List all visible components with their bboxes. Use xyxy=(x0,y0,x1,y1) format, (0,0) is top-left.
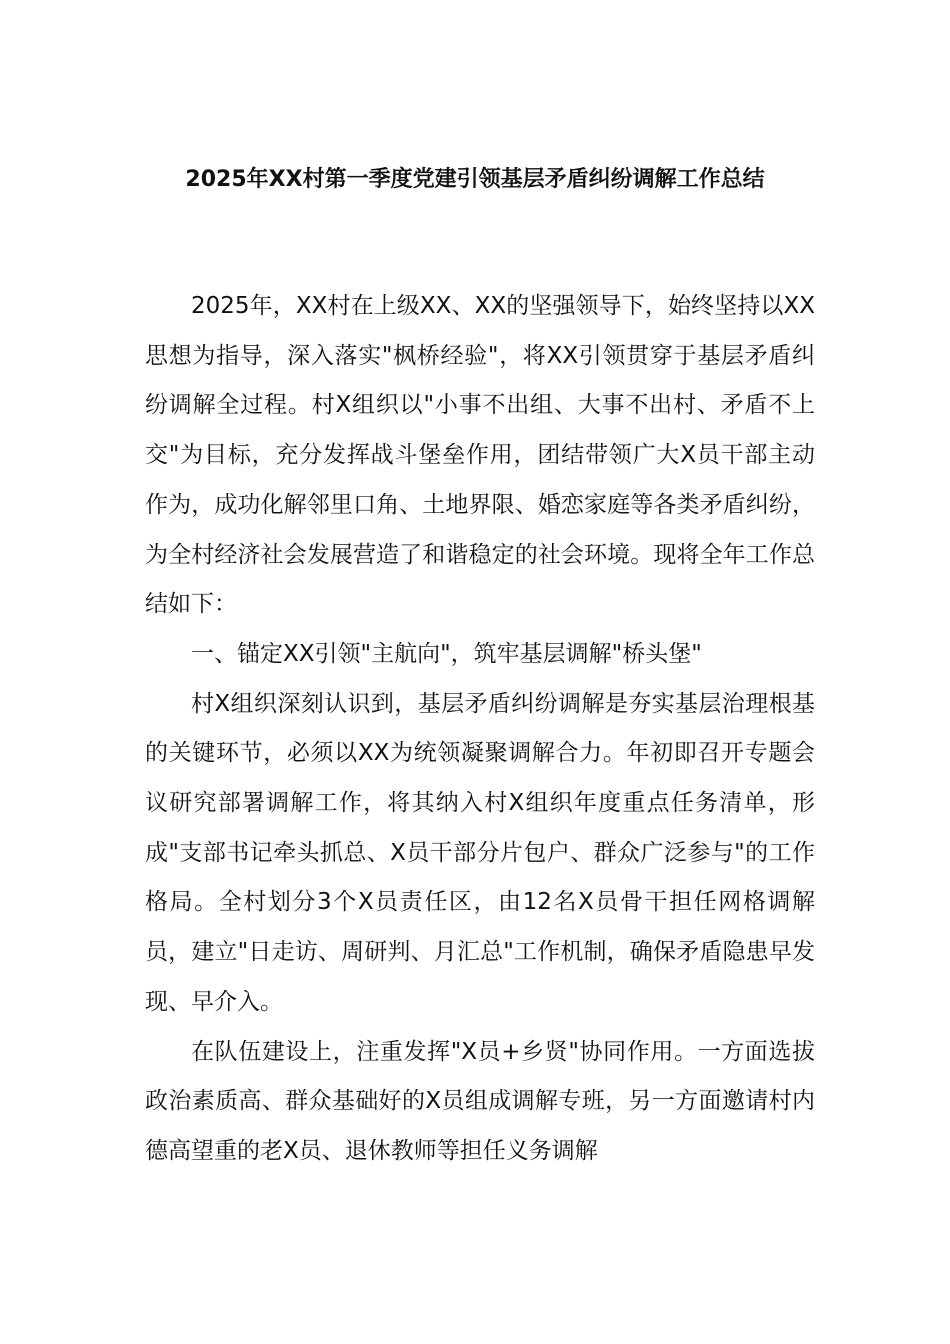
document-title: 2025年XX村第一季度党建引领基层矛盾纠纷调解工作总结 xyxy=(185,167,765,192)
section-heading-1: 一、锚定XX引领"主航向"，筑牢基层调解"桥头堡" xyxy=(191,640,702,667)
paragraph-team-building: 在队伍建设上，注重发挥"X员+乡贤"协同作用。一方面选拔政治素质高、群众基础好的X员组成调解专班，另一方面邀请村内德高望重的老X员、退休教师等担任义务调解 xyxy=(145,1038,815,1164)
paragraph-intro: 2025年，XX村在上级XX、XX的坚强领导下，始终坚持以XX思想为指导，深入落实"枫桥经验"，将XX引领贯穿于基层矛盾纠纷调解全过程。村X组织以"小事不出组、大事不出村、矛盾不上交"为目标，充分发挥战斗堡垒作用，团结带领广大X员干部主动作为，成功化解邻里口角、土地界限、婚恋家庭等各类矛盾纠纷，为全村经济社会发展营造了和谐稳定的社会环境。现将全年工作总结如下： xyxy=(145,293,815,618)
paragraph-section-1: 村X组织深刻认识到，基层矛盾纠纷调解是夯实基层治理根基的关键环节，必须以XX为统领凝聚调解合力。年初即召开专题会议研究部署调解工作，将其纳入村X组织年度重点任务清单，形成"支部书记牵头抓总、X员干部分片包户、群众广泛参与"的工作格局。全村划分3个X员责任区，由12名X员骨干担任网格调解员，建立"日走访、周研判、月汇总"工作机制，确保矛盾隐患早发现、早介入。 xyxy=(145,690,815,1015)
document-body xyxy=(145,282,815,1177)
